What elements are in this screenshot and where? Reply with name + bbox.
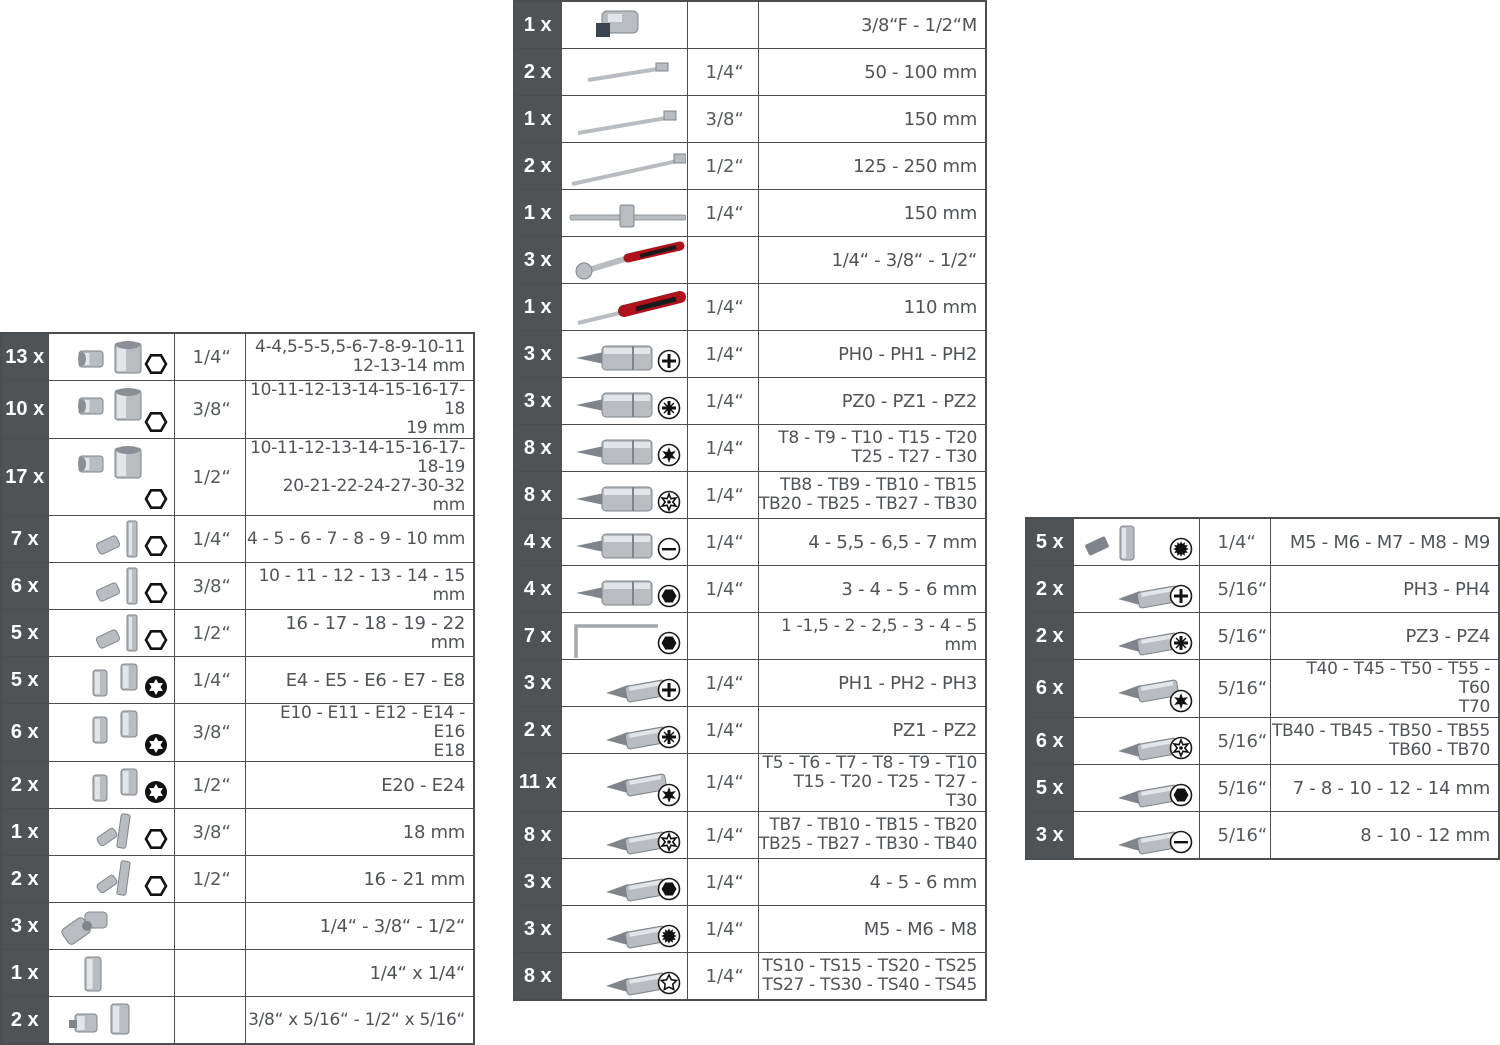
item-image-cell	[1073, 660, 1199, 718]
quantity-cell: 3 x	[514, 859, 561, 906]
table-row	[1, 903, 474, 950]
universal-joint-icon	[55, 906, 173, 948]
table-row	[1026, 765, 1499, 812]
hex-icon	[657, 631, 681, 655]
spline-icon	[657, 924, 681, 948]
item-image-cell	[561, 425, 687, 472]
quantity-cell: 1 x	[514, 284, 561, 331]
item-image-cell	[561, 331, 687, 378]
drive-size-cell: 3/8“	[174, 704, 245, 762]
hexagon-outline-icon	[144, 874, 168, 898]
large-bits-table	[1025, 517, 1500, 860]
quantity-cell: 3 x	[514, 237, 561, 284]
pozidriv-icon	[1169, 631, 1193, 655]
item-image-cell	[48, 610, 174, 657]
table-row	[1026, 566, 1499, 613]
table-row	[514, 660, 986, 707]
drive-size-cell	[687, 613, 758, 660]
phillips-icon	[657, 678, 681, 702]
drive-size-cell: 3/8“	[174, 563, 245, 610]
drive-size-cell: 1/4“	[687, 859, 758, 906]
quantity-cell: 3 x	[514, 378, 561, 425]
item-image-cell	[561, 613, 687, 660]
drive-size-cell: 1/4“	[687, 425, 758, 472]
e-torx-icon	[144, 780, 168, 804]
item-image-cell	[561, 566, 687, 613]
quantity-cell: 3 x	[514, 331, 561, 378]
table-row	[514, 1, 986, 49]
drive-size-cell: 1/4“	[687, 812, 758, 859]
drive-size-cell: 1/4“	[1199, 518, 1270, 566]
item-image-cell	[561, 1, 687, 49]
item-image-cell	[561, 190, 687, 237]
drive-size-cell: 1/4“	[174, 516, 245, 563]
drive-size-cell: 1/4“	[687, 660, 758, 707]
item-image-cell	[561, 96, 687, 143]
quantity-cell: 8 x	[514, 472, 561, 519]
table-row	[1, 563, 474, 610]
item-image-cell	[48, 950, 174, 997]
size-spec-cell: 16 - 21 mm	[245, 856, 474, 903]
table-row	[514, 237, 986, 284]
hexagon-outline-icon	[144, 628, 168, 652]
table-row	[514, 859, 986, 906]
quantity-cell: 1 x	[1, 809, 48, 856]
table-row	[1, 856, 474, 903]
item-image-cell	[48, 563, 174, 610]
size-spec-cell: 8 - 10 - 12 mm	[1270, 812, 1499, 860]
item-image-cell	[561, 859, 687, 906]
extension-bar-short-icon	[568, 52, 686, 94]
size-spec-cell: PZ0 - PZ1 - PZ2	[758, 378, 986, 425]
drive-size-cell: 1/2“	[174, 610, 245, 657]
quantity-cell: 2 x	[1026, 613, 1073, 660]
drive-size-cell: 1/4“	[174, 333, 245, 381]
drive-size-cell: 3/8“	[174, 809, 245, 856]
t-handle-icon	[568, 193, 686, 235]
size-spec-cell: 16 - 17 - 18 - 19 - 22 mm	[245, 610, 474, 657]
table-row	[514, 331, 986, 378]
item-image-cell	[48, 856, 174, 903]
size-spec-cell: TB8 - TB9 - TB10 - TB15 TB20 - TB25 - TB27 - TB30	[758, 472, 986, 519]
drive-size-cell: 1/4“	[174, 657, 245, 704]
item-image-cell	[561, 143, 687, 190]
drive-size-cell: 3/8“	[687, 96, 758, 143]
bit-adapter-icon	[55, 953, 173, 995]
ratchet-icon	[568, 240, 686, 282]
size-spec-cell: E4 - E5 - E6 - E7 - E8	[245, 657, 474, 704]
item-image-cell	[561, 660, 687, 707]
item-image-cell	[561, 472, 687, 519]
size-spec-cell: 1/4“ - 3/8“ - 1/2“	[758, 237, 986, 284]
size-spec-cell: 4-4,5-5-5,5-6-7-8-9-10-11 12-13-14 mm	[245, 333, 474, 381]
size-spec-cell: 150 mm	[758, 96, 986, 143]
quantity-cell: 4 x	[514, 519, 561, 566]
hex-socket-set-icon	[55, 442, 173, 484]
size-spec-cell: M5 - M6 - M7 - M8 - M9	[1270, 518, 1499, 566]
drive-size-cell: 1/2“	[174, 762, 245, 809]
size-spec-cell: 1/4“ - 3/8“ - 1/2“	[245, 903, 474, 950]
drive-size-cell	[687, 237, 758, 284]
drive-size-cell	[687, 1, 758, 49]
table-row	[514, 613, 986, 660]
quantity-cell: 7 x	[514, 613, 561, 660]
table-row	[1, 657, 474, 704]
quantity-cell: 2 x	[1, 997, 48, 1045]
item-image-cell	[561, 519, 687, 566]
item-image-cell	[561, 906, 687, 953]
table-row	[514, 754, 986, 812]
item-image-cell	[48, 381, 174, 439]
item-image-cell	[1073, 812, 1199, 860]
drive-size-cell: 1/4“	[687, 707, 758, 754]
size-spec-cell: TB7 - TB10 - TB15 - TB20 TB25 - TB27 - TB30 - TB40	[758, 812, 986, 859]
drive-size-cell: 1/4“	[687, 284, 758, 331]
size-spec-cell: 10-11-12-13-14-15-16-17-18 19 mm	[245, 381, 474, 439]
size-spec-cell: PZ1 - PZ2	[758, 707, 986, 754]
hex-icon	[657, 584, 681, 608]
item-image-cell	[48, 704, 174, 762]
quantity-cell: 3 x	[514, 906, 561, 953]
table-row	[514, 953, 986, 1001]
phillips-icon	[657, 349, 681, 373]
drive-size-cell	[174, 997, 245, 1045]
quantity-cell: 7 x	[1, 516, 48, 563]
drive-size-cell: 5/16“	[1199, 812, 1270, 860]
item-image-cell	[561, 284, 687, 331]
table-row	[514, 707, 986, 754]
table-row	[514, 906, 986, 953]
table-row	[1, 997, 474, 1045]
table-row	[514, 425, 986, 472]
size-spec-cell: T5 - T6 - T7 - T8 - T9 - T10 T15 - T20 - T25 - T27 - T30	[758, 754, 986, 812]
torx-tamper-icon	[657, 830, 681, 854]
table-row	[514, 812, 986, 859]
quantity-cell: 2 x	[514, 707, 561, 754]
item-image-cell	[561, 707, 687, 754]
drive-size-cell: 5/16“	[1199, 660, 1270, 718]
item-image-cell	[561, 49, 687, 96]
drive-size-cell: 1/4“	[687, 519, 758, 566]
item-image-cell	[48, 809, 174, 856]
quantity-cell: 1 x	[514, 1, 561, 49]
pozidriv-icon	[657, 396, 681, 420]
size-spec-cell: 3/8“ x 5/16“ - 1/2“ x 5/16“	[245, 997, 474, 1045]
size-spec-cell: PH0 - PH1 - PH2	[758, 331, 986, 378]
torx-icon	[1169, 689, 1193, 713]
drive-size-cell: 5/16“	[1199, 613, 1270, 660]
quantity-cell: 3 x	[514, 660, 561, 707]
size-spec-cell: PH3 - PH4	[1270, 566, 1499, 613]
size-spec-cell: 7 - 8 - 10 - 12 - 14 mm	[1270, 765, 1499, 812]
quantity-cell: 17 x	[1, 439, 48, 516]
drive-size-cell: 5/16“	[1199, 718, 1270, 765]
item-image-cell	[561, 812, 687, 859]
size-spec-cell: 110 mm	[758, 284, 986, 331]
table-row	[1, 809, 474, 856]
drive-size-cell: 1/4“	[687, 331, 758, 378]
drive-size-cell: 1/4“	[687, 906, 758, 953]
size-spec-cell: T40 - T45 - T50 - T55 - T60 T70	[1270, 660, 1499, 718]
size-spec-cell: 3 - 4 - 5 - 6 mm	[758, 566, 986, 613]
item-image-cell	[48, 762, 174, 809]
quantity-cell: 6 x	[1026, 718, 1073, 765]
quantity-cell: 2 x	[514, 49, 561, 96]
size-spec-cell: 4 - 5 - 6 mm	[758, 859, 986, 906]
quantity-cell: 3 x	[1, 903, 48, 950]
quantity-cell: 2 x	[1, 762, 48, 809]
spline-icon	[1169, 537, 1193, 561]
e-torx-icon	[144, 675, 168, 699]
hex-icon	[657, 877, 681, 901]
size-spec-cell: 150 mm	[758, 190, 986, 237]
drive-size-cell: 1/4“	[687, 49, 758, 96]
size-spec-cell: 4 - 5 - 6 - 7 - 8 - 9 - 10 mm	[245, 516, 474, 563]
item-image-cell	[48, 439, 174, 516]
drive-size-cell: 1/4“	[687, 190, 758, 237]
reducer-adapters-icon	[55, 1000, 173, 1042]
quantity-cell: 11 x	[514, 754, 561, 812]
table-row	[1, 381, 474, 439]
size-spec-cell: 10-11-12-13-14-15-16-17-18-19 20-21-22-24-27-30-32 mm	[245, 439, 474, 516]
quantity-cell: 5 x	[1026, 518, 1073, 566]
table-row	[514, 519, 986, 566]
quantity-cell: 6 x	[1, 563, 48, 610]
size-spec-cell: PH1 - PH2 - PH3	[758, 660, 986, 707]
quantity-cell: 4 x	[514, 566, 561, 613]
hexagon-outline-icon	[144, 534, 168, 558]
item-image-cell	[1073, 613, 1199, 660]
drive-size-cell	[174, 950, 245, 997]
quantity-cell: 1 x	[1, 950, 48, 997]
torx-plus-tamper-icon	[657, 971, 681, 995]
drive-size-cell: 1/4“	[687, 754, 758, 812]
torx-icon	[657, 443, 681, 467]
quantity-cell: 1 x	[514, 190, 561, 237]
torx-icon	[657, 783, 681, 807]
sockets-table	[0, 332, 475, 1045]
size-spec-cell: E20 - E24	[245, 762, 474, 809]
extension-bar-medium-icon	[568, 99, 686, 141]
size-spec-cell: PZ3 - PZ4	[1270, 613, 1499, 660]
item-image-cell	[48, 516, 174, 563]
table-row	[1, 516, 474, 563]
extension-bar-long-icon	[568, 146, 686, 188]
size-spec-cell: 10 - 11 - 12 - 13 - 14 - 15 mm	[245, 563, 474, 610]
item-image-cell	[561, 237, 687, 284]
table-row	[514, 190, 986, 237]
table-row	[1, 950, 474, 997]
quantity-cell: 5 x	[1, 610, 48, 657]
item-image-cell	[1073, 566, 1199, 613]
table-row	[1026, 613, 1499, 660]
pozidriv-icon	[657, 725, 681, 749]
table-row	[1026, 718, 1499, 765]
e-torx-icon	[144, 733, 168, 757]
slotted-icon	[1169, 830, 1193, 854]
size-spec-cell: 125 - 250 mm	[758, 143, 986, 190]
item-image-cell	[1073, 718, 1199, 765]
hexagon-outline-icon	[144, 410, 168, 434]
size-spec-cell: M5 - M6 - M8	[758, 906, 986, 953]
torx-tamper-icon	[1169, 736, 1193, 760]
table-row	[514, 472, 986, 519]
table-row	[1026, 518, 1499, 566]
table-row	[1, 439, 474, 516]
quantity-cell: 6 x	[1, 704, 48, 762]
drive-size-cell: 1/4“	[687, 378, 758, 425]
quantity-cell: 10 x	[1, 381, 48, 439]
size-spec-cell: TB40 - TB45 - TB50 - TB55 TB60 - TB70	[1270, 718, 1499, 765]
hexagon-outline-icon	[144, 487, 168, 511]
size-spec-cell: 50 - 100 mm	[758, 49, 986, 96]
quantity-cell: 2 x	[1026, 566, 1073, 613]
quantity-cell: 5 x	[1, 657, 48, 704]
drive-size-cell: 1/2“	[687, 143, 758, 190]
drive-size-cell	[174, 903, 245, 950]
drive-size-cell: 5/16“	[1199, 566, 1270, 613]
quantity-cell: 6 x	[1026, 660, 1073, 718]
hexagon-outline-icon	[144, 827, 168, 851]
table-row	[514, 378, 986, 425]
drive-size-cell: 1/2“	[174, 856, 245, 903]
size-spec-cell: E10 - E11 - E12 - E14 - E16 E18	[245, 704, 474, 762]
quantity-cell: 8 x	[514, 425, 561, 472]
table-row	[1026, 660, 1499, 718]
item-image-cell	[1073, 518, 1199, 566]
quantity-cell: 2 x	[514, 143, 561, 190]
table-row	[1, 610, 474, 657]
quantity-cell: 8 x	[514, 953, 561, 1001]
accessories-table	[513, 0, 987, 1001]
size-spec-cell: T8 - T9 - T10 - T15 - T20 T25 - T27 - T30	[758, 425, 986, 472]
item-image-cell	[48, 333, 174, 381]
quantity-cell: 13 x	[1, 333, 48, 381]
table-row	[1, 704, 474, 762]
hex-icon	[1169, 783, 1193, 807]
drive-size-cell: 1/2“	[174, 439, 245, 516]
drive-size-cell: 1/4“	[687, 953, 758, 1001]
hexagon-outline-icon	[144, 352, 168, 376]
item-image-cell	[561, 953, 687, 1001]
table-row	[514, 96, 986, 143]
phillips-icon	[1169, 584, 1193, 608]
drive-size-cell: 1/4“	[687, 566, 758, 613]
quantity-cell: 1 x	[514, 96, 561, 143]
item-image-cell	[561, 754, 687, 812]
table-row	[1026, 812, 1499, 860]
table-row	[514, 284, 986, 331]
table-row	[514, 49, 986, 96]
size-spec-cell: 4 - 5,5 - 6,5 - 7 mm	[758, 519, 986, 566]
size-spec-cell: 1/4“ x 1/4“	[245, 950, 474, 997]
item-image-cell	[48, 657, 174, 704]
item-image-cell	[48, 903, 174, 950]
quantity-cell: 3 x	[1026, 812, 1073, 860]
quantity-cell: 8 x	[514, 812, 561, 859]
size-spec-cell: 3/8“F - 1/2“M	[758, 1, 986, 49]
drive-size-cell: 3/8“	[174, 381, 245, 439]
table-row	[514, 143, 986, 190]
quantity-cell: 5 x	[1026, 765, 1073, 812]
table-row	[1, 333, 474, 381]
table-row	[1, 762, 474, 809]
hexagon-outline-icon	[144, 581, 168, 605]
size-spec-cell: TS10 - TS15 - TS20 - TS25 TS27 - TS30 - TS40 - TS45	[758, 953, 986, 1001]
adapter-icon	[568, 5, 686, 47]
item-image-cell	[48, 997, 174, 1045]
item-image-cell	[561, 378, 687, 425]
drive-size-cell: 1/4“	[687, 472, 758, 519]
size-spec-cell: 1 -1,5 - 2 - 2,5 - 3 - 4 - 5 mm	[758, 613, 986, 660]
size-spec-cell: 18 mm	[245, 809, 474, 856]
screwdriver-handle-icon	[568, 287, 686, 329]
quantity-cell: 2 x	[1, 856, 48, 903]
item-image-cell	[1073, 765, 1199, 812]
torx-tamper-icon	[657, 490, 681, 514]
drive-size-cell: 5/16“	[1199, 765, 1270, 812]
slotted-icon	[657, 537, 681, 561]
table-row	[514, 566, 986, 613]
